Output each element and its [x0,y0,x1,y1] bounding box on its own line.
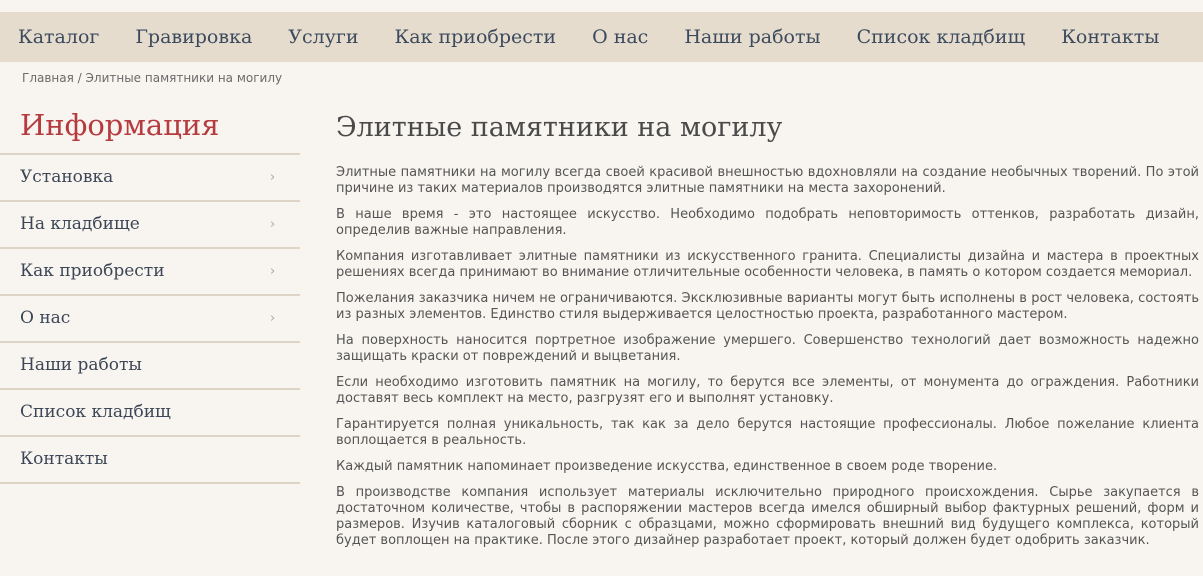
sidebar-item-label: Наши работы [20,355,142,375]
chevron-right-icon: › [270,170,276,185]
sidebar-item-label: Список кладбищ [20,402,171,422]
article-paragraph: Каждый памятник напоминает произведение искусства, единственное в своем роде творение. [336,459,998,474]
sidebar-item-at-cemetery[interactable] [0,202,300,249]
sidebar-item-label: Контакты [20,449,108,469]
sidebar-item-label: О нас [20,308,71,328]
article-paragraph: Компания изготавливает элитные памятники из искусственного гранита. Специалисты дизайна и мастера в проектных решениях всегда принимают во внимание отличительные особенности человека, в память о котором создается мемориал. [336,249,1199,280]
sidebar-item-about[interactable] [0,296,300,343]
sidebar-item-contacts[interactable] [0,437,300,484]
sidebar-item-label: Как приобрести [20,261,165,281]
article-paragraph: В наше время - это настоящее искусство. Необходимо подобрать неповторимость оттенков, разработать дизайн, определив важные направления. [336,207,1199,238]
article-body [336,165,1199,559]
article-paragraph: В производстве компания использует материалы исключительно природного происхождения. Сырье закупается в достаточном количестве, чтобы в распоряжении мастеров всегда имелся обширный выбор фактурных решений, форм и размеров. Изучив каталоговый сборник с образцами, можно сформировать внешний вид будущего комплекса, который будет воплощен на практике. После этого дизайнер разработает проект, который должен будет одобрить заказчик. [336,485,1199,548]
nav-link-catalog[interactable]: Каталог [18,26,100,48]
article-paragraph: Если необходимо изготовить памятник на могилу, то берутся все элементы, от монумента до ограждения. Работники доставят весь комплект на место, разгрузят его и выполнят установку. [336,375,1199,406]
nav-link-engraving[interactable]: Гравировка [135,26,253,48]
article-paragraph: На поверхность наносится портретное изображение умершего. Совершенство технологий дает возможность надежно защищать краски от повреждений и выцветания. [336,333,1199,364]
sidebar-item-label: Установка [20,167,114,187]
sidebar-item-cemetery-list[interactable] [0,390,300,437]
sidebar-item-how-to-buy[interactable] [0,249,300,296]
nav-link-cemetery-list[interactable]: Список кладбищ [856,26,1026,48]
breadcrumb [22,71,282,85]
nav-link-how-to-buy[interactable]: Как приобрести [394,26,557,48]
nav-link-services[interactable]: Услуги [288,26,359,48]
breadcrumb-home-link[interactable]: Главная [22,71,74,85]
page-title: Элитные памятники на могилу [336,112,783,143]
nav-link-about[interactable]: О нас [592,26,649,48]
article-paragraph: Элитные памятники на могилу всегда своей красивой внешностью вдохновляли на создание необычных творений. По этой причине из таких материалов производятся элитные памятники на места захоронений. [336,165,1199,196]
sidebar-item-installation[interactable] [0,155,300,202]
sidebar-item-our-works[interactable] [0,343,300,390]
breadcrumb-separator: / [73,71,86,85]
article-paragraph: Пожелания заказчика ничем не ограничиваются. Эксклюзивные варианты могут быть исполнены в рост человека, состоять из разных элементов. Единство стиля выдерживается целостностью проекта, разработанного мастером. [336,291,1199,322]
sidebar-title: Информация [20,108,220,142]
chevron-right-icon: › [270,311,276,326]
nav-link-contacts[interactable]: Контакты [1061,26,1160,48]
nav-link-our-works[interactable]: Наши работы [684,26,821,48]
chevron-right-icon: › [270,217,276,232]
top-navigation [0,12,1203,62]
article-paragraph: Гарантируется полная уникальность, так как за дело берутся настоящие профессионалы. Любое пожелание клиента воплощается в реальность. [336,417,1199,448]
breadcrumb-current: Элитные памятники на могилу [85,71,283,85]
sidebar-item-label: На кладбище [20,214,140,234]
chevron-right-icon: › [270,264,276,279]
sidebar-menu [0,153,300,484]
